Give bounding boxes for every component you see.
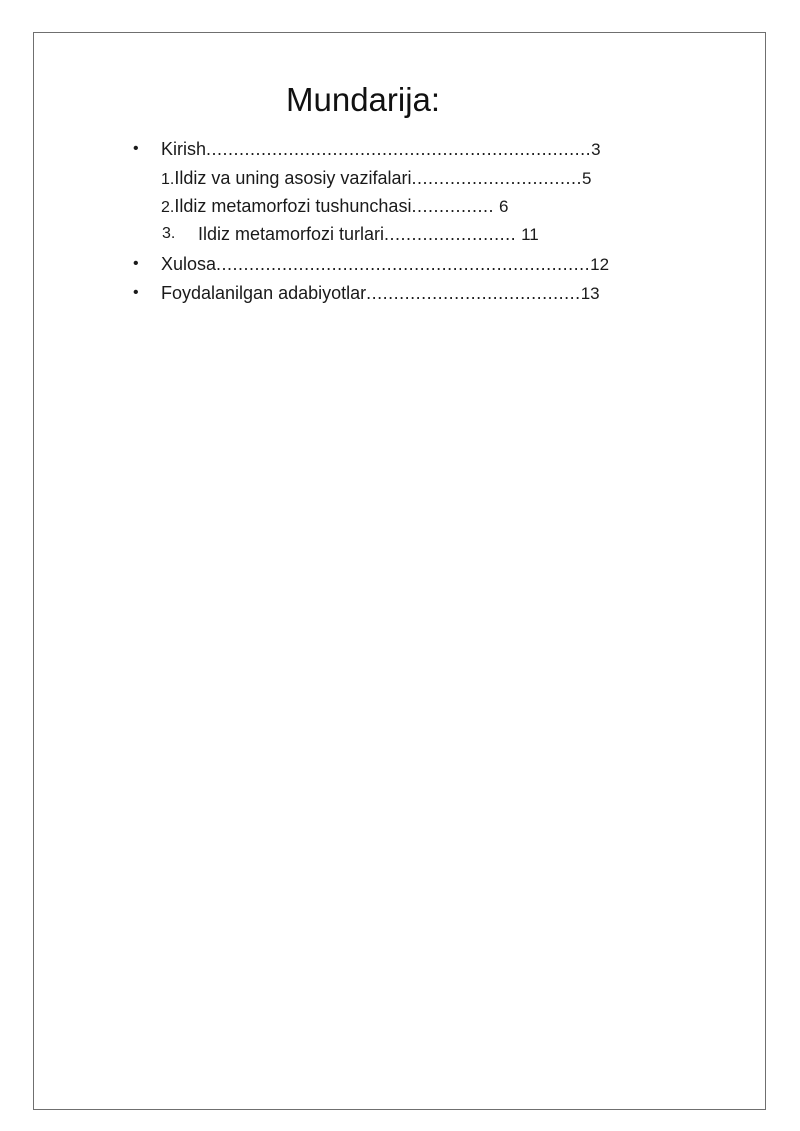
toc-entry-label: Ildiz va uning asosiy vazifalari <box>174 168 412 188</box>
toc-page-number: 6 <box>498 197 509 216</box>
toc-leader-dots: ....................................... <box>366 283 581 303</box>
bullet-marker: • <box>133 255 139 272</box>
toc-number-marker: 2. <box>161 199 175 216</box>
toc-entry-ildiz-vazifalari[interactable] <box>161 167 591 191</box>
toc-leader-dots: .................................................................... <box>216 254 591 274</box>
toc-entry-label: Xulosa <box>161 254 217 274</box>
toc-entry-label: Kirish <box>161 139 207 159</box>
toc-entry-metamorfoz-turlari[interactable] <box>198 223 539 246</box>
toc-page-number: 11 <box>521 225 539 244</box>
toc-leader-dots: ............... <box>411 196 494 216</box>
toc-page-number: 12 <box>590 255 610 274</box>
toc-number-marker: 1. <box>161 171 175 188</box>
toc-entry-adabiyotlar[interactable] <box>161 282 600 305</box>
toc-page-number: 13 <box>580 284 600 303</box>
toc-entry-kirish[interactable] <box>161 138 601 161</box>
toc-leader-dots: ...................................................................... <box>206 139 592 159</box>
table-of-contents <box>0 0 800 400</box>
page-title: Mundarija: <box>286 81 441 118</box>
toc-page-number: 3 <box>591 140 601 159</box>
bullet-marker: • <box>133 140 139 157</box>
bullet-marker: • <box>133 284 139 301</box>
toc-entry-label: Foydalanilgan adabiyotlar <box>161 283 367 303</box>
toc-leader-dots: ............................... <box>411 168 582 188</box>
toc-entry-label: Ildiz metamorfozi turlari <box>198 224 385 244</box>
toc-entry-metamorfoz-tushunchasi[interactable] <box>161 195 508 219</box>
toc-leader-dots: ........................ <box>384 224 517 244</box>
toc-page-number: 5 <box>582 169 592 188</box>
toc-entry-xulosa[interactable] <box>161 253 609 276</box>
toc-number-marker: 3. <box>162 225 176 242</box>
toc-entry-label: Ildiz metamorfozi tushunchasi <box>174 196 412 216</box>
